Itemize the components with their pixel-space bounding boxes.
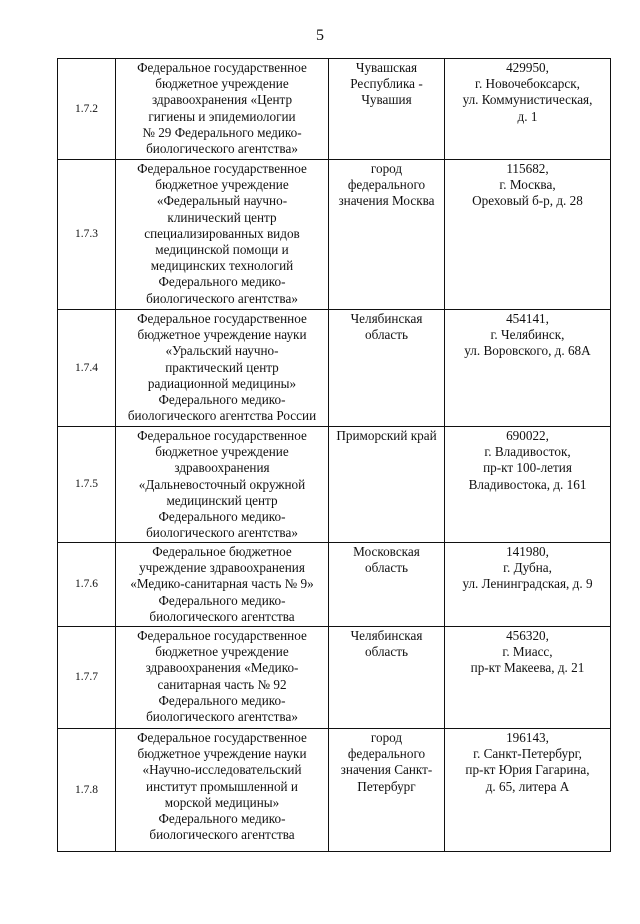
- organization-name-line: практический центр: [165, 359, 279, 375]
- table-body: [58, 59, 611, 852]
- table-row: [58, 627, 611, 729]
- organization-name-line: бюджетное учреждение: [155, 177, 289, 193]
- postal-address-line: 196143,: [506, 730, 549, 745]
- region-name: [329, 160, 445, 310]
- region-name-line: Челябинская: [350, 311, 423, 326]
- region-name-line: область: [364, 644, 409, 660]
- postal-address-line: 141980,: [506, 544, 549, 559]
- table-row: [58, 543, 611, 627]
- row-number: 1.7.5: [58, 427, 116, 543]
- region-name-line: Республика -: [350, 76, 423, 92]
- organization-name-line: биологического агентства»: [146, 525, 298, 541]
- organization-name-line: медицинский центр: [166, 492, 278, 508]
- organization-name-line: здравоохранения «Медико-: [145, 660, 299, 676]
- postal-address-line: 115682,: [506, 161, 549, 176]
- organization-name: [116, 627, 329, 729]
- postal-address-line: пр-кт Юрия Гагарина,: [465, 762, 590, 778]
- postal-address-line: г. Владивосток,: [484, 444, 571, 460]
- region-name: [329, 310, 445, 427]
- region-name-line: федерального: [347, 746, 426, 762]
- postal-address: [445, 160, 611, 310]
- postal-address-line: г. Москва,: [499, 177, 556, 193]
- postal-address-line: 454141,: [506, 311, 549, 326]
- region-name-line: федерального: [347, 177, 426, 193]
- region-name: [329, 543, 445, 627]
- organization-name-line: биологического агентства: [149, 608, 295, 624]
- postal-address-line: Владивостока, д. 161: [468, 476, 587, 492]
- organization-name-line: здравоохранения «Центр: [151, 92, 293, 108]
- page-number: 5: [316, 27, 324, 44]
- organization-name-line: бюджетное учреждение: [155, 76, 289, 92]
- postal-address-line: пр-кт 100-летия: [483, 460, 572, 476]
- postal-address-line: Ореховый б-р, д. 28: [472, 193, 583, 209]
- organization-name-line: Федеральное государственное: [137, 161, 307, 176]
- postal-address-line: 429950,: [506, 60, 549, 75]
- table-row: [58, 59, 611, 160]
- postal-address-line: г. Санкт-Петербург,: [473, 746, 582, 762]
- region-name-line: Петербург: [357, 778, 416, 794]
- postal-address-line: д. 65, литера А: [485, 778, 570, 794]
- row-number: 1.7.3: [58, 160, 116, 310]
- organization-name-line: Федерального медико-: [158, 274, 286, 290]
- postal-address-line: г. Миасс,: [502, 644, 553, 660]
- postal-address-line: д. 1: [517, 108, 538, 124]
- region-name-line: Чувашская: [355, 60, 418, 75]
- organization-name: [116, 543, 329, 627]
- organization-name-line: Федеральное государственное: [137, 628, 307, 643]
- region-name-line: город: [370, 730, 403, 745]
- region-name-line: Приморский край: [336, 428, 437, 443]
- postal-address-line: г. Дубна,: [503, 560, 552, 576]
- organization-name-line: «Научно-исследовательский: [142, 762, 302, 778]
- postal-address-line: 456320,: [506, 628, 549, 643]
- organization-name-line: биологического агентства»: [146, 290, 298, 306]
- postal-address-line: ул. Ленинградская, д. 9: [462, 576, 593, 592]
- region-name-line: область: [364, 327, 409, 343]
- postal-address: [445, 427, 611, 543]
- institutions-table: [57, 58, 611, 852]
- table-row: [58, 427, 611, 543]
- table-row: [58, 310, 611, 427]
- organization-name-line: Федеральное государственное: [137, 60, 307, 75]
- organization-name: [116, 427, 329, 543]
- organization-name-line: морской медицины»: [164, 794, 280, 810]
- organization-name-line: здравоохранения: [174, 460, 270, 476]
- organization-name-line: специализированных видов: [144, 225, 300, 241]
- organization-name-line: «Федеральный научно-: [156, 193, 288, 209]
- organization-name-line: бюджетное учреждение: [155, 444, 289, 460]
- organization-name-line: Федерального медико-: [158, 592, 286, 608]
- table-row: [58, 729, 611, 852]
- region-name-line: Чувашия: [361, 92, 412, 108]
- postal-address-line: пр-кт Макеева, д. 21: [470, 660, 585, 676]
- organization-name-line: № 29 Федерального медико-: [142, 124, 302, 140]
- organization-name-line: Федерального медико-: [158, 509, 286, 525]
- organization-name-line: Федеральное бюджетное: [152, 544, 292, 559]
- organization-name-line: радиационной медицины»: [147, 375, 297, 391]
- postal-address: [445, 729, 611, 852]
- organization-name-line: биологического агентства»: [146, 141, 298, 157]
- organization-name: [116, 160, 329, 310]
- organization-name-line: институт промышленной и: [146, 778, 298, 794]
- row-number: 1.7.2: [58, 59, 116, 160]
- region-name: [329, 427, 445, 543]
- organization-name-line: медицинских технологий: [150, 258, 294, 274]
- postal-address-line: 690022,: [506, 428, 549, 443]
- postal-address: [445, 543, 611, 627]
- postal-address-line: ул. Коммунистическая,: [462, 92, 593, 108]
- organization-name-line: «Медико-санитарная часть № 9»: [130, 576, 314, 592]
- organization-name-line: Федерального медико-: [158, 692, 286, 708]
- table-row: [58, 160, 611, 310]
- row-number: 1.7.7: [58, 627, 116, 729]
- organization-name-line: бюджетное учреждение: [155, 644, 289, 660]
- organization-name-line: Федеральное государственное: [137, 730, 307, 745]
- organization-name-line: Федеральное государственное: [137, 428, 307, 443]
- postal-address: [445, 310, 611, 427]
- organization-name-line: «Уральский научно-: [165, 343, 279, 359]
- region-name-line: Московская: [353, 544, 420, 559]
- region-name-line: значения Москва: [338, 193, 435, 209]
- postal-address-line: г. Челябинск,: [490, 327, 565, 343]
- region-name: [329, 627, 445, 729]
- organization-name: [116, 310, 329, 427]
- postal-address: [445, 627, 611, 729]
- organization-name-line: Федеральное государственное: [137, 311, 307, 326]
- organization-name-line: Федерального медико-: [158, 392, 286, 408]
- region-name: [329, 729, 445, 852]
- organization-name-line: биологического агентства России: [127, 408, 317, 424]
- organization-name-line: учреждение здравоохранения: [139, 560, 305, 576]
- postal-address: [445, 59, 611, 160]
- organization-name: [116, 729, 329, 852]
- postal-address-line: г. Новочебоксарск,: [475, 76, 580, 92]
- postal-address-line: ул. Воровского, д. 68А: [464, 343, 591, 359]
- region-name-line: значения Санкт-: [340, 762, 433, 778]
- organization-name-line: биологического агентства: [149, 827, 295, 843]
- region-name-line: город: [370, 161, 403, 176]
- region-name-line: область: [364, 560, 409, 576]
- region-name: [329, 59, 445, 160]
- organization-name-line: Федерального медико-: [158, 811, 286, 827]
- row-number: 1.7.8: [58, 729, 116, 852]
- organization-name: [116, 59, 329, 160]
- organization-name-line: бюджетное учреждение науки: [137, 746, 307, 762]
- organization-name-line: «Дальневосточный окружной: [138, 476, 306, 492]
- organization-name-line: гигиены и эпидемиологии: [148, 108, 296, 124]
- organization-name-line: бюджетное учреждение науки: [137, 327, 307, 343]
- organization-name-line: медицинской помощи и: [155, 242, 289, 258]
- organization-name-line: санитарная часть № 92: [157, 676, 287, 692]
- organization-name-line: биологического агентства»: [146, 709, 298, 725]
- region-name-line: Челябинская: [350, 628, 423, 643]
- row-number: 1.7.6: [58, 543, 116, 627]
- organization-name-line: клинический центр: [167, 209, 277, 225]
- row-number: 1.7.4: [58, 310, 116, 427]
